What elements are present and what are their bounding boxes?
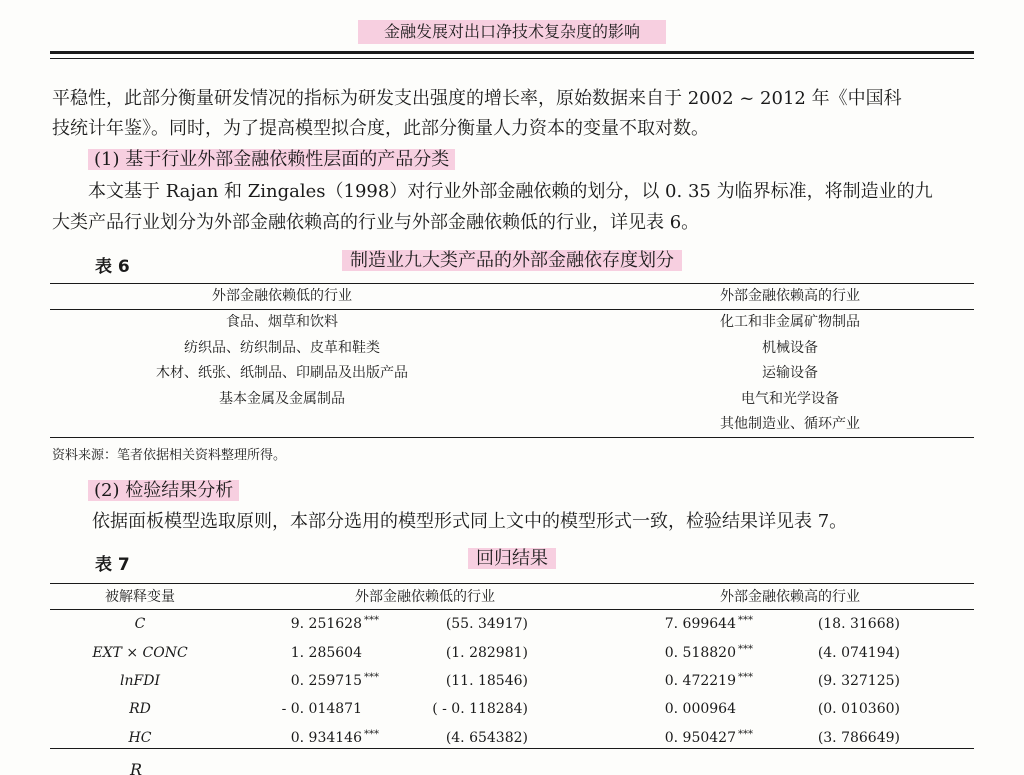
table7-header-rule (50, 609, 974, 610)
table7-high-tstat: (0. 010360) (817, 701, 900, 717)
table7-high-sig: *** (738, 615, 753, 626)
table7-var: C (134, 616, 146, 632)
table7-low-tstat: (55. 34917) (445, 616, 528, 632)
table6-high-item: 其他制造业、循环产业 (720, 416, 860, 432)
page-header-title: 金融发展对出口净技术复杂度的影响 (358, 20, 666, 44)
table7-low-coef: 1. 285604 (290, 645, 362, 661)
table6-low-item: 基本金属及金属制品 (219, 391, 345, 407)
table7-var: lnFDI (120, 673, 160, 689)
table7-high-coef: 0. 000964 (664, 701, 736, 717)
section-heading-2 (88, 476, 1012, 506)
section-heading-2-text: (2) 检验结果分析 (88, 480, 239, 501)
table7-low-coef: 9. 251628 (290, 616, 362, 632)
table7-low-sig: *** (364, 672, 379, 683)
table7-high-sig: *** (738, 672, 753, 683)
table6-high-item: 化工和非金属矿物制品 (720, 314, 860, 330)
table7-high-tstat: (4. 074194) (817, 645, 900, 661)
svg-text:R: R (130, 760, 143, 775)
table6-high-item: 运输设备 (762, 365, 818, 381)
table7-high-coef: 7. 699644 (664, 616, 736, 632)
table7-label: 表 7 (95, 555, 130, 575)
table7-low-coef: - 0. 014871 (281, 701, 362, 717)
paragraph-line: 技统计年鉴》。同时，为了提高模型拟合度，此部分衡量人力资本的变量不取对数。 (52, 118, 709, 139)
paragraph-line: 平稳性，此部分衡量研发情况的指标为研发支出强度的增长率，原始数据来自于 2002 ~ 2012 年《中国科 (52, 88, 902, 109)
paragraph-line: 大类产品行业划分为外部金融依赖高的行业与外部金融依赖低的行业，详见表 6。 (52, 212, 700, 233)
paragraph-line: 依据面板模型选取原则，本部分选用的模型形式同上文中的模型形式一致，检验结果详见表 7。 (92, 511, 848, 532)
table6-top-rule (50, 283, 974, 284)
table7-high-coef: 0. 472219 (664, 673, 736, 689)
table7-var: EXT × CONC (92, 645, 188, 661)
table7-var: RD (129, 701, 151, 717)
table7-low-coef: 0. 259715 (290, 673, 362, 689)
table6-low-item: 木材、纸张、纸制品、印刷品及出版产品 (156, 365, 408, 381)
table7-high-sig: *** (738, 729, 753, 740)
section-heading-1-text: (1) 基于行业外部金融依赖性层面的产品分类 (88, 149, 455, 170)
table7-header-low: 外部金融依赖低的行业 (355, 589, 495, 605)
table7-title: 回归结果 (468, 548, 556, 569)
table7-partial-row (128, 756, 148, 775)
table7-high-sig: *** (738, 644, 753, 655)
table7-low-tstat: (1. 282981) (445, 645, 528, 661)
paragraph-line: 本文基于 Rajan 和 Zingales（1998）对行业外部金融依赖的划分，以 0. 35 为临界标准，将制造业的九 (88, 181, 933, 202)
table7-low-tstat: ( - 0. 118284) (432, 701, 528, 717)
table6-label: 表 6 (95, 257, 130, 277)
table7-low-tstat: (4. 654382) (445, 730, 528, 746)
header-rule-thick (50, 51, 974, 54)
table6-bottom-rule (50, 437, 974, 438)
table7-rule (50, 748, 974, 749)
table7-low-sig: *** (364, 615, 379, 626)
table7-high-tstat: (18. 31668) (817, 616, 900, 632)
table7-header-high: 外部金融依赖高的行业 (720, 589, 860, 605)
table6-title-wrap (0, 247, 1024, 275)
table7-var: HC (128, 730, 152, 746)
table7-header-var: 被解释变量 (105, 589, 175, 605)
table6-low-item: 纺织品、纺织制品、皮革和鞋类 (184, 340, 380, 356)
table7-title-wrap (0, 545, 1024, 573)
table7-low-sig: *** (364, 729, 379, 740)
table6-title: 制造业九大类产品的外部金融依存度划分 (342, 250, 682, 271)
table7-low-tstat: (11. 18546) (445, 673, 528, 689)
table7-high-coef: 0. 950427 (664, 730, 736, 746)
table6-low-item: 食品、烟草和饮料 (226, 314, 338, 330)
table7-high-tstat: (9. 327125) (817, 673, 900, 689)
table7-top-rule (50, 583, 974, 584)
r-squared-glyph-icon (128, 759, 148, 775)
table6-high-item: 电气和光学设备 (741, 391, 839, 407)
table6-source-note: 资料来源：笔者依据相关资料整理所得。 (52, 448, 287, 463)
table6-header-low: 外部金融依赖低的行业 (212, 288, 352, 304)
table7-high-tstat: (3. 786649) (817, 730, 900, 746)
table6-header-high: 外部金融依赖高的行业 (720, 288, 860, 304)
table6-high-item: 机械设备 (762, 340, 818, 356)
section-heading-1 (88, 145, 1012, 175)
table7-low-coef: 0. 934146 (290, 730, 362, 746)
header-rule-thin (50, 58, 974, 59)
table7-high-coef: 0. 518820 (664, 645, 736, 661)
table6-header-rule (50, 309, 974, 310)
